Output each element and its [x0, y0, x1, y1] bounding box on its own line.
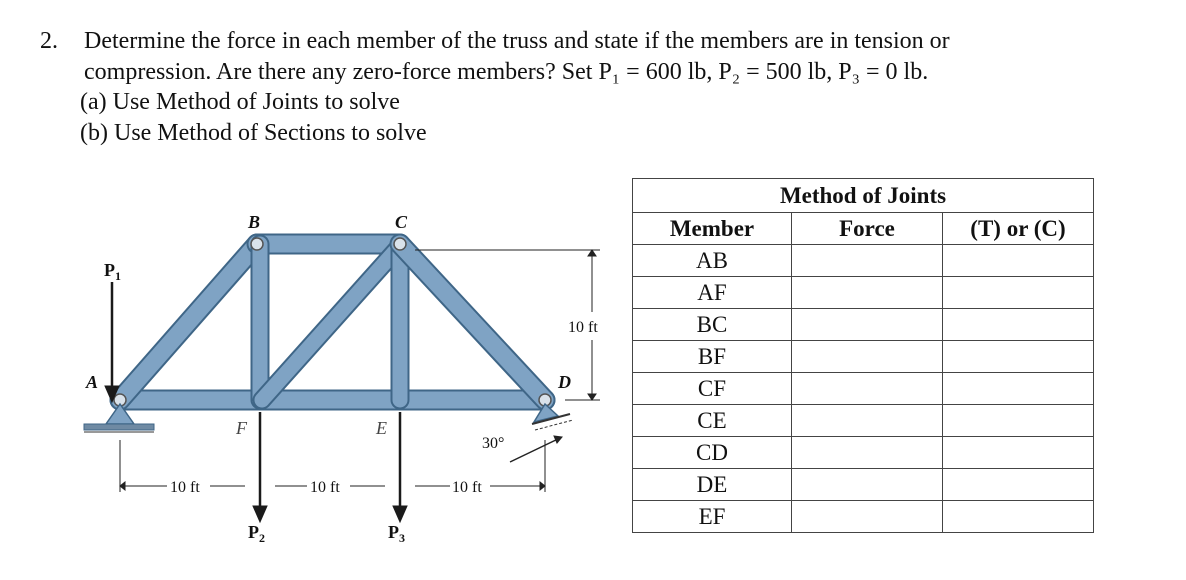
- table-row: [633, 437, 1094, 469]
- header-tc: (T) or (C): [943, 213, 1094, 245]
- tension-compression-cell[interactable]: [943, 437, 1094, 469]
- member-cell: BF: [633, 341, 792, 373]
- force-cell[interactable]: [792, 373, 943, 405]
- pin-B: [251, 238, 263, 250]
- label-P2: $P_2$: [248, 522, 265, 545]
- table-row: [633, 245, 1094, 277]
- table-row: [633, 405, 1094, 437]
- header-member: Member: [633, 213, 792, 245]
- method-of-joints-table: [632, 178, 1094, 533]
- member-CF: [262, 248, 398, 400]
- table-title: Method of Joints: [633, 179, 1094, 213]
- force-cell[interactable]: [792, 309, 943, 341]
- load-P1-arrow: [105, 282, 119, 402]
- pin-C: [394, 238, 406, 250]
- dim-angle: 30°: [482, 435, 505, 452]
- dim-span-2: 10 ft: [310, 479, 340, 496]
- label-F: F: [236, 418, 247, 438]
- tension-compression-cell[interactable]: [943, 245, 1094, 277]
- member-cell: CF: [633, 373, 792, 405]
- member-cell: BC: [633, 309, 792, 341]
- part-b: (b) Use Method of Sections to solve: [80, 119, 427, 146]
- table-row: [633, 341, 1094, 373]
- label-D: D: [558, 372, 571, 392]
- dim-span-1: 10 ft: [170, 479, 200, 496]
- part-a: (a) Use Method of Joints to solve: [80, 89, 400, 115]
- force-cell[interactable]: [792, 501, 943, 533]
- tension-compression-cell[interactable]: [943, 373, 1094, 405]
- tension-compression-cell[interactable]: [943, 277, 1094, 309]
- member-cell: AF: [633, 277, 792, 309]
- table-body: [633, 245, 1094, 533]
- label-B: B: [248, 212, 261, 232]
- dim-span-3: 10 ft: [452, 479, 482, 496]
- table-row: [633, 277, 1094, 309]
- tension-compression-cell[interactable]: [943, 469, 1094, 501]
- member-AB: [120, 244, 257, 400]
- load-P3-arrow: [393, 412, 407, 522]
- member-cell: AB: [633, 245, 792, 277]
- table-row: [633, 309, 1094, 341]
- force-cell[interactable]: [792, 277, 943, 309]
- dim-height: 10 ft: [568, 319, 598, 336]
- header-force: Force: [792, 213, 943, 245]
- label-A: A: [86, 372, 99, 392]
- problem-line-2: compression. Are there any zero-force members? Set P₁ = 600 lb, P₂ = 500 lb, P₃ = 0 lb.: [84, 58, 929, 85]
- force-cell[interactable]: [792, 245, 943, 277]
- member-cell: CE: [633, 405, 792, 437]
- problem-number: 2.: [40, 28, 58, 54]
- problem-line-1: Determine the force in each member of the truss and state if the members are in tension or: [84, 28, 950, 54]
- force-cell[interactable]: [792, 405, 943, 437]
- problem-statement: [40, 26, 1160, 148]
- member-cell: EF: [633, 501, 792, 533]
- truss-members: [120, 244, 545, 400]
- force-cell[interactable]: [792, 469, 943, 501]
- truss-figure: [70, 200, 630, 550]
- label-E: E: [376, 418, 387, 438]
- force-cell[interactable]: [792, 341, 943, 373]
- member-CD: [400, 244, 545, 400]
- tension-compression-cell[interactable]: [943, 309, 1094, 341]
- member-cell: CD: [633, 437, 792, 469]
- table-row: [633, 373, 1094, 405]
- member-cell: DE: [633, 469, 792, 501]
- label-P1: $P_1$: [104, 260, 121, 283]
- label-C: C: [395, 212, 408, 232]
- force-cell[interactable]: [792, 437, 943, 469]
- load-P2-arrow: [253, 412, 267, 522]
- tension-compression-cell[interactable]: [943, 405, 1094, 437]
- table-row: [633, 469, 1094, 501]
- tension-compression-cell[interactable]: [943, 501, 1094, 533]
- tension-compression-cell[interactable]: [943, 341, 1094, 373]
- label-P3: $P_3$: [388, 522, 405, 545]
- table-row: [633, 501, 1094, 533]
